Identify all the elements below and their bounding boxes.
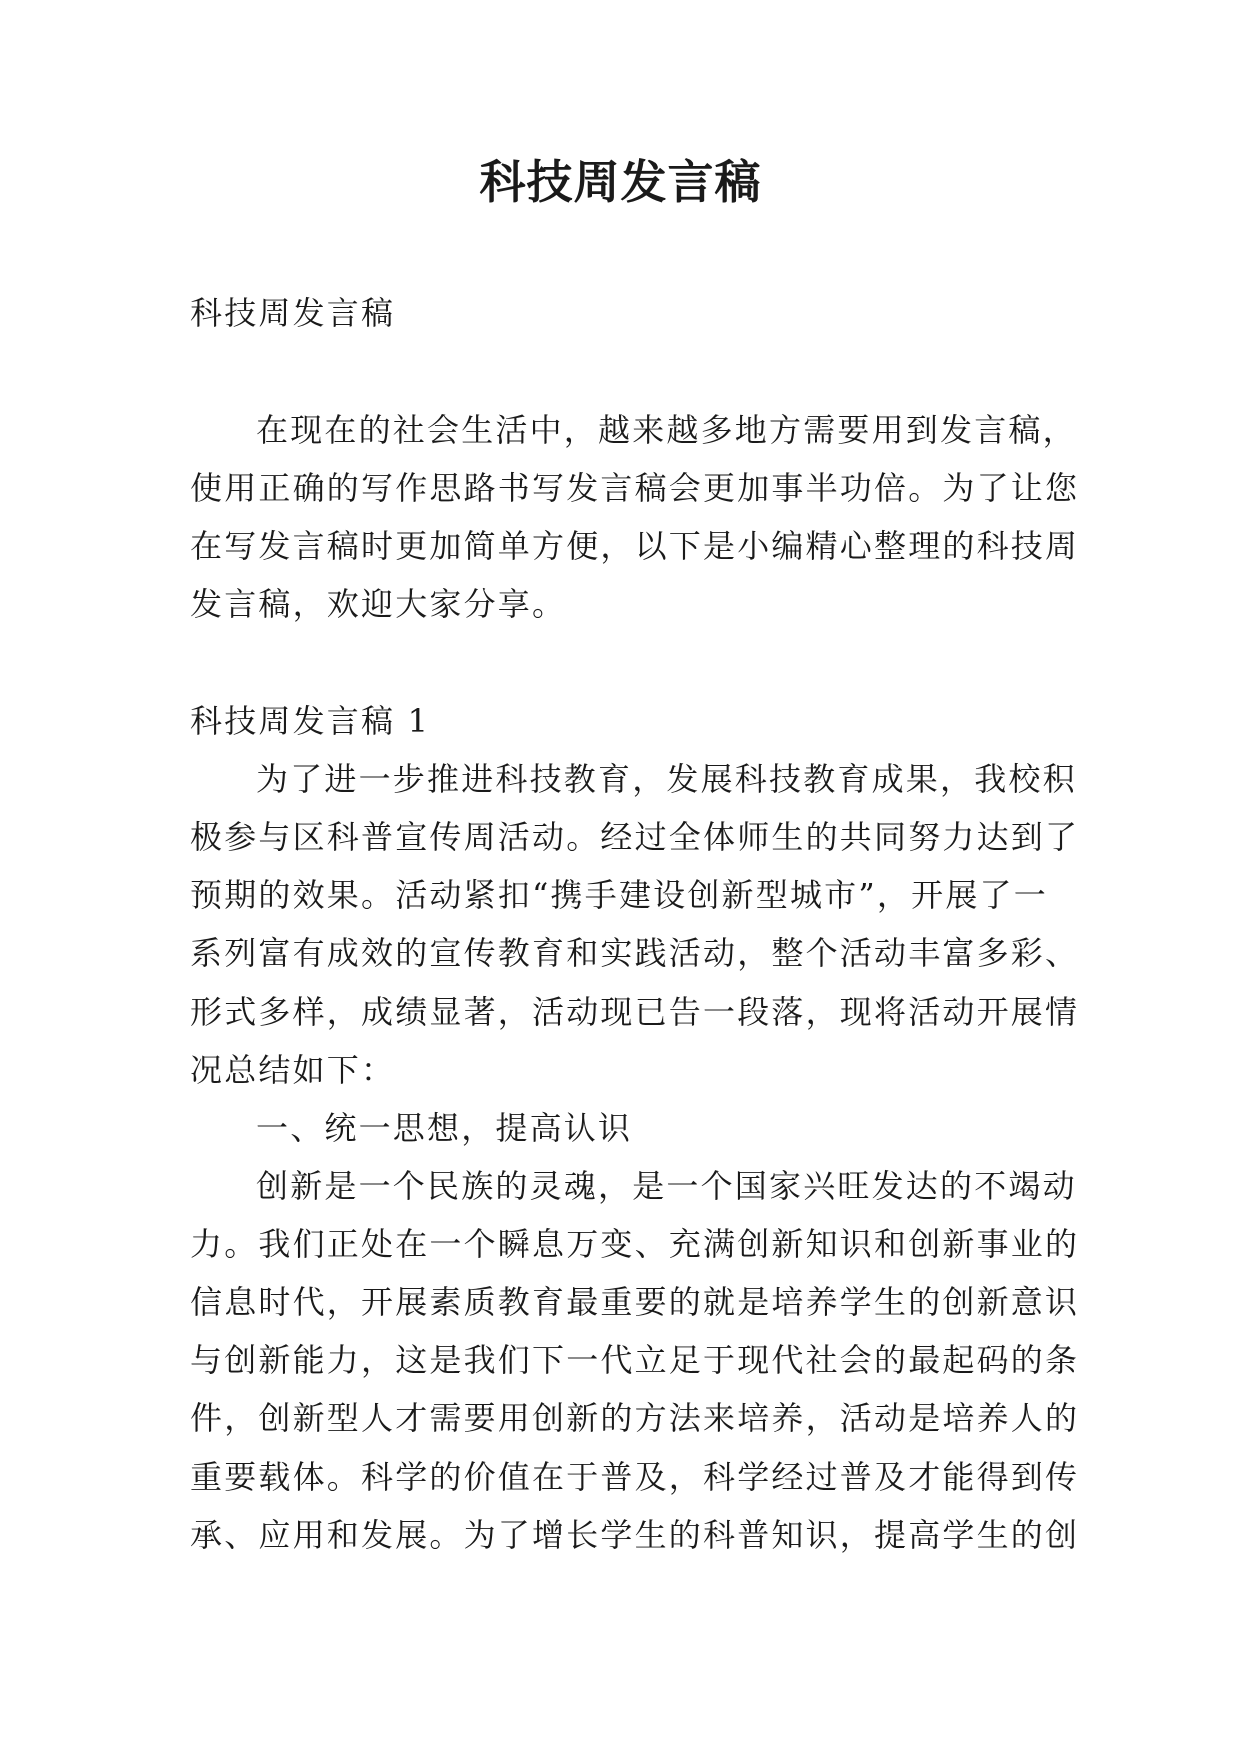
paragraph-line: 重要载体。科学的价值在于普及，科学经过普及才能得到传: [190, 1458, 1080, 1496]
intro-line: 使用正确的写作思路书写发言稿会更加事半功倍。为了让您: [190, 469, 1080, 507]
paragraph-line: 承、应用和发展。为了增长学生的科普知识，提高学生的创: [190, 1516, 1080, 1554]
paragraph-line: 信息时代，开展素质教育最重要的就是培养学生的创新意识: [190, 1283, 1080, 1321]
paragraph-line: 为了进一步推进科技教育，发展科技教育成果，我校积: [256, 760, 1077, 798]
paragraph-line: 预期的效果。活动紧扣“携手建设创新型城市”，开展了一: [190, 876, 1048, 914]
section-heading: 科技周发言稿 1: [190, 702, 431, 740]
paragraph-line: 创新是一个民族的灵魂，是一个国家兴旺发达的不竭动: [256, 1167, 1077, 1205]
paragraph-line: 与创新能力，这是我们下一代立足于现代社会的最起码的条: [190, 1341, 1080, 1379]
paragraph-line: 形式多样，成绩显著，活动现已告一段落，现将活动开展情: [190, 993, 1080, 1031]
intro-line: 发言稿，欢迎大家分享。: [190, 585, 567, 623]
paragraph-line: 系列富有成效的宣传教育和实践活动，整个活动丰富多彩、: [190, 934, 1080, 972]
intro-line: 在现在的社会生活中，越来越多地方需要用到发言稿，: [256, 411, 1077, 449]
document-subtitle: 科技周发言稿: [190, 294, 396, 332]
paragraph-line: 力。我们正处在一个瞬息万变、充满创新知识和创新事业的: [190, 1225, 1080, 1263]
point-heading: 一、统一思想，提高认识: [256, 1109, 633, 1147]
paragraph-line: 况总结如下：: [190, 1051, 396, 1089]
paragraph-line: 件，创新型人才需要用创新的方法来培养，活动是培养人的: [190, 1399, 1080, 1437]
document-title: 科技周发言稿: [479, 155, 762, 209]
paragraph-line: 极参与区科普宣传周活动。经过全体师生的共同努力达到了: [190, 818, 1080, 856]
intro-line: 在写发言稿时更加简单方便，以下是小编精心整理的科技周: [190, 527, 1080, 565]
